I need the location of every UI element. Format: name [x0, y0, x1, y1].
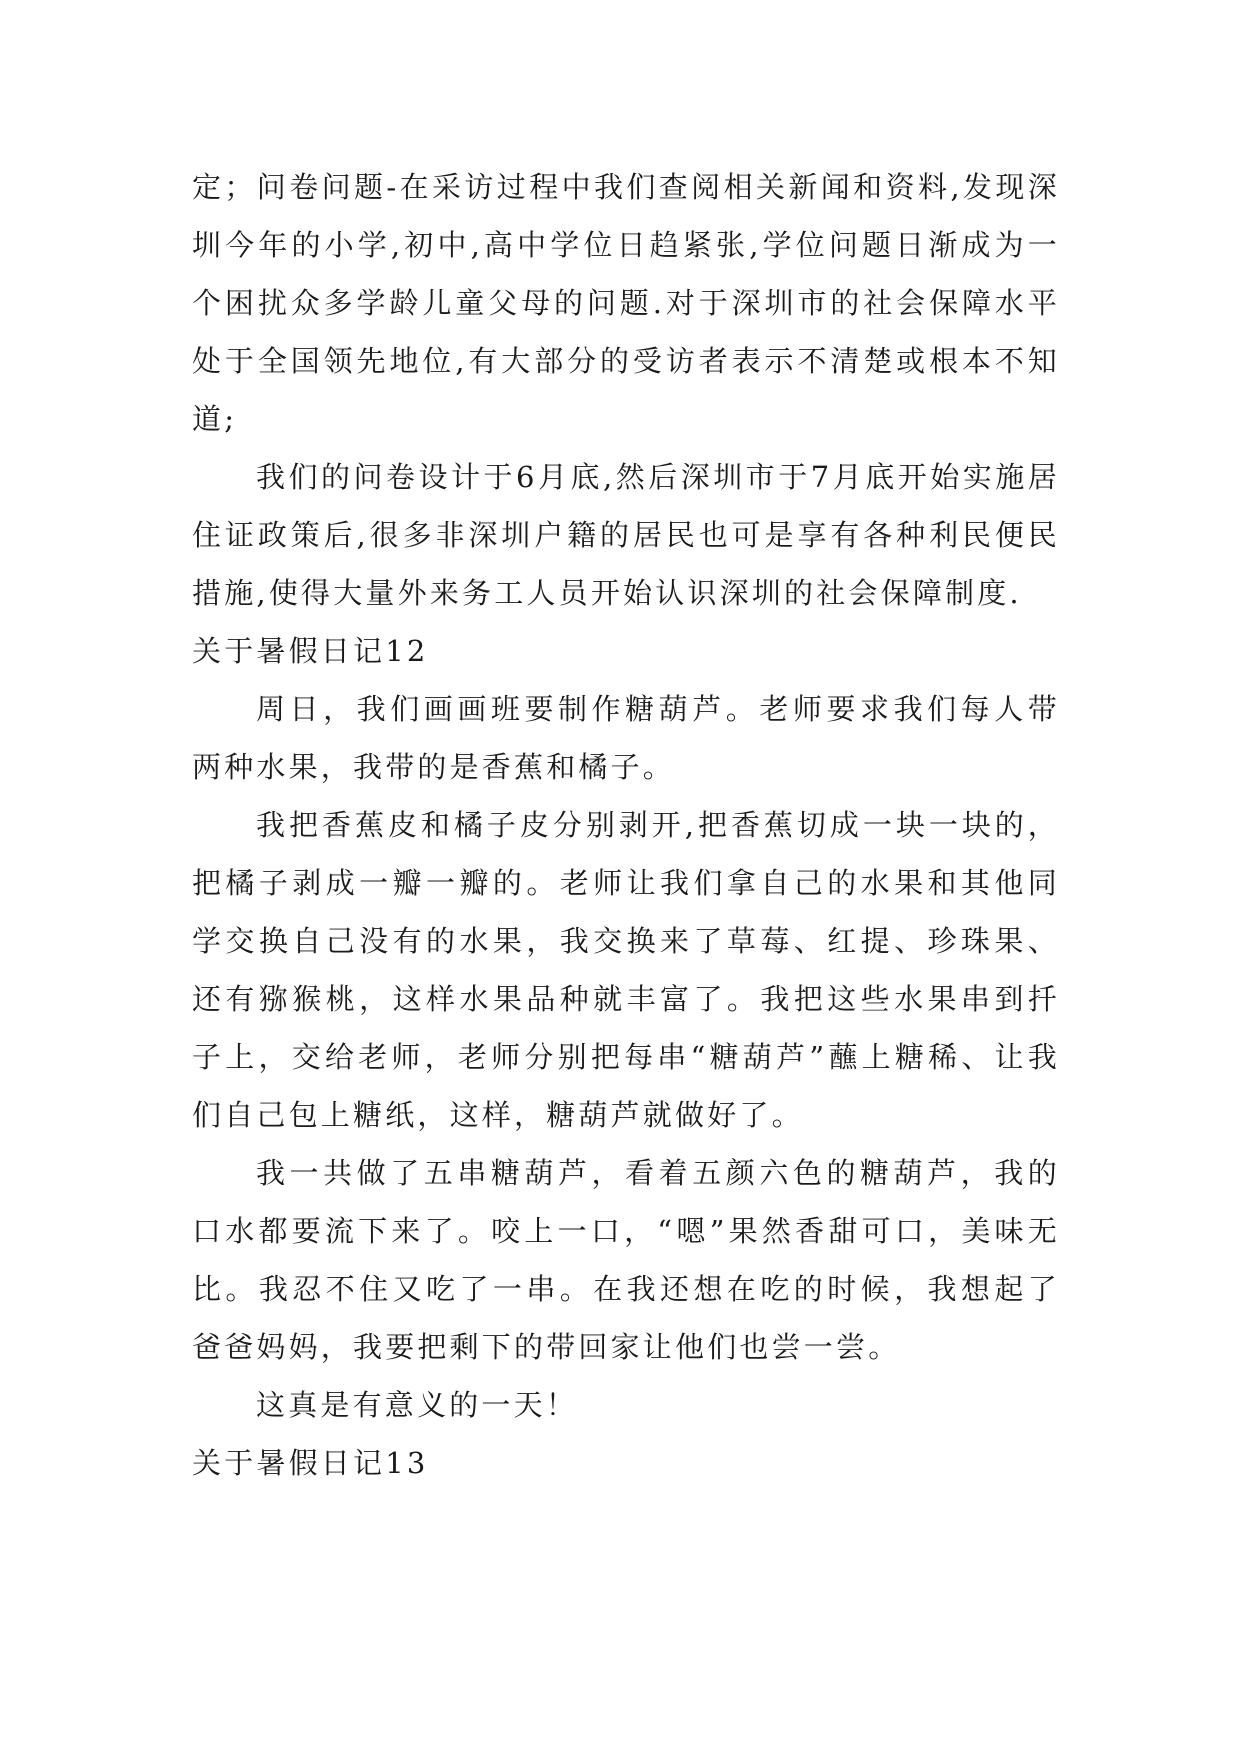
- paragraph-diary-making: 我把香蕉皮和橘子皮分别剥开,把香蕉切成一块一块的，把橘子剥成一瓣一瓣的。老师让我们拿自己的水果和其他同学交换自己没有的水果，我交换来了草莓、红提、珍珠果、还有猕猴桃，这样水果品种就丰富了。我把这些水果串到扦子上，交给老师，老师分别把每串“糖葫芦”蘸上糖稀、让我们自己包上糖纸，这样，糖葫芦就做好了。: [192, 808, 1060, 1132]
- paragraph-diary-conclusion: 这真是有意义的一天！: [256, 1388, 579, 1422]
- paragraph-diary-tasting: 我一共做了五串糖葫芦，看着五颜六色的糖葫芦，我的口水都要流下来了。咬上一口，“嗯”果然香甜可口，美味无比。我忍不住又吃了一串。在我还想在吃的时候，我想起了爸爸妈妈，我要把剩下的带回家让他们也尝一尝。: [192, 1156, 1060, 1364]
- paragraph-survey-timing: 我们的问卷设计于6月底,然后深圳市于7月底开始实施居住证政策后,很多非深圳户籍的居民也可是享有各种利民便民措施,使得大量外来务工人员开始认识深圳的社会保障制度.: [192, 460, 1060, 610]
- paragraph-survey-findings: 定；问卷问题-在采访过程中我们查阅相关新闻和资料,发现深圳今年的小学,初中,高中学位日趋紧张,学位问题日渐成为一个困扰众多学龄儿童父母的问题.对于深圳市的社会保障水平处于全国领先地位,有大部分的受访者表示不清楚或根本不知道;: [192, 170, 1060, 436]
- section-heading-diary-12: 关于暑假日记12: [192, 634, 429, 668]
- document-body: [192, 158, 1060, 1492]
- paragraph-diary-intro: 周日，我们画画班要制作糖葫芦。老师要求我们每人带两种水果，我带的是香蕉和橘子。: [192, 692, 1060, 784]
- section-heading-diary-13: 关于暑假日记13: [192, 1446, 429, 1480]
